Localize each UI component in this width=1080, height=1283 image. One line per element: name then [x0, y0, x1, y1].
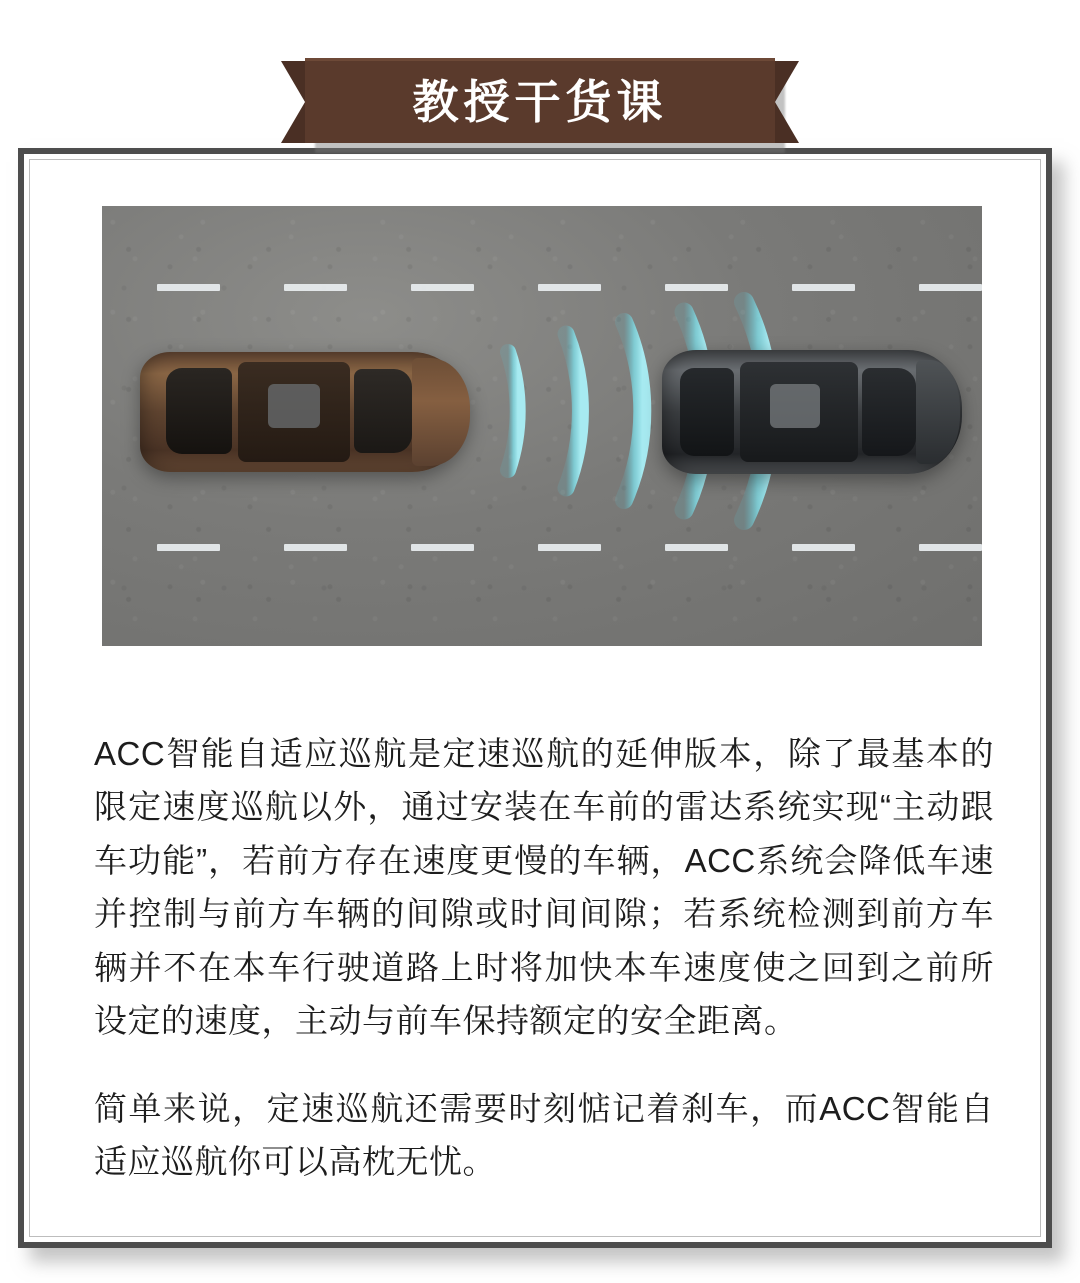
header-banner — [0, 58, 1080, 143]
lane-dash — [919, 284, 982, 291]
paragraph-2: 简单来说，定速巡航还需要时刻惦记着刹车，而ACC智能自适应巡航你可以高枕无忧。 — [94, 1089, 994, 1181]
article-body — [94, 694, 994, 1222]
front-car-dark — [662, 350, 962, 474]
rear-window — [166, 368, 232, 454]
content-card — [18, 148, 1052, 1248]
banner-title: 教授干货课 — [412, 76, 668, 128]
lane-markings-top — [102, 284, 982, 291]
ribbon-tail-left-icon — [281, 61, 305, 143]
lane-dash — [284, 544, 347, 551]
lane-dash — [411, 284, 474, 291]
lane-dash — [665, 284, 728, 291]
sunroof — [770, 384, 820, 428]
lane-dash — [538, 544, 601, 551]
lane-markings-bottom — [102, 544, 982, 551]
lane-dash — [792, 284, 855, 291]
windshield — [354, 369, 412, 453]
lane-dash — [284, 284, 347, 291]
lane-dash — [919, 544, 982, 551]
ribbon-tail-right-icon — [775, 61, 799, 143]
lane-dash — [665, 544, 728, 551]
rear-car-brown — [140, 352, 470, 472]
paragraph-1: ACC智能自适应巡航是定速巡航的延伸版本，除了最基本的限定速度巡航以外，通过安装在车前的雷达系统实现“主动跟车功能”，若前方存在速度更慢的车辆，ACC系统会降低车速并控制与前方车辆的间隙或时间间隙；若系统检测到前方车辆并不在本车行驶道路上时将加快本车速度使之回到之前所设定的速度，主动与前车保持额定的安全距离。 — [94, 735, 994, 1040]
lane-dash — [157, 544, 220, 551]
lane-dash — [157, 284, 220, 291]
lane-dash — [792, 544, 855, 551]
lane-dash — [538, 284, 601, 291]
lane-dash — [411, 544, 474, 551]
rear-window — [680, 368, 734, 456]
windshield — [862, 368, 916, 456]
banner-shadow — [305, 58, 775, 143]
acc-radar-illustration — [102, 206, 982, 646]
banner-plate — [305, 58, 775, 143]
sunroof — [268, 384, 320, 428]
